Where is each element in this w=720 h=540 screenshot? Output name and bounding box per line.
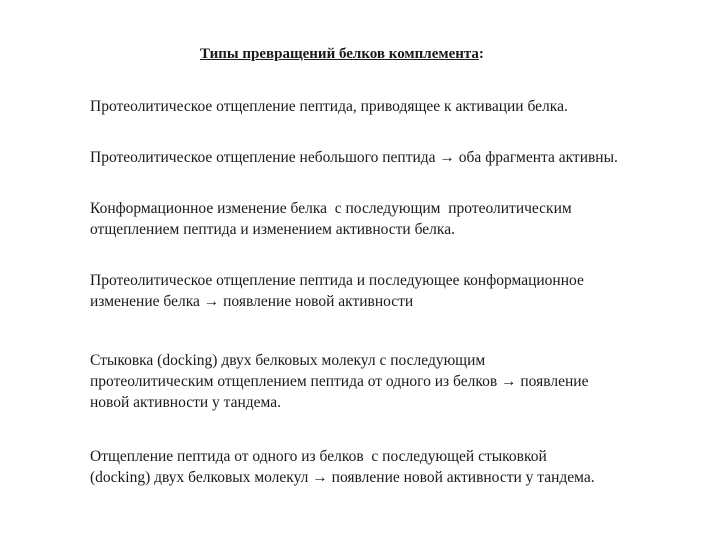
list-item-4-line-1: Протеолитическое отщепление пептида и последующее конформационное xyxy=(90,272,584,289)
list-item-5 xyxy=(90,350,700,413)
slide-title xyxy=(200,44,484,64)
list-item-4-line-2: изменение белка → появление новой активности xyxy=(90,293,414,310)
list-item-6 xyxy=(90,446,700,488)
list-item-2-line-1: Протеолитическое отщепление небольшого пептида → оба фрагмента активны. xyxy=(90,149,618,166)
list-item-6-line-2: (docking) двух белковых молекул → появление новой активности у тандема. xyxy=(90,469,595,486)
list-item-5-line-3: новой активности у тандема. xyxy=(90,394,282,411)
list-item-3-line-2: отщеплением пептида и изменением активности белка. xyxy=(90,221,455,238)
list-item-3-line-1: Конформационное изменение белка с последующим протеолитическим xyxy=(90,200,572,217)
list-item-1-line-1: Протеолитическое отщепление пептида, приводящее к активации белка. xyxy=(90,98,568,115)
slide-title-colon: : xyxy=(478,46,484,62)
list-item-4 xyxy=(90,270,700,312)
list-item-3 xyxy=(90,198,700,240)
list-item-6-line-1: Отщепление пептида от одного из белков с последующей стыковкой xyxy=(90,448,547,465)
list-item-2 xyxy=(90,147,700,168)
list-item-1 xyxy=(90,96,700,117)
list-item-5-line-2: протеолитическим отщеплением пептида от одного из белков → появление xyxy=(90,373,589,390)
list-item-5-line-1: Стыковка (docking) двух белковых молекул с последующим xyxy=(90,352,486,369)
slide-title-text: Типы превращений белков комплемента xyxy=(200,46,479,62)
